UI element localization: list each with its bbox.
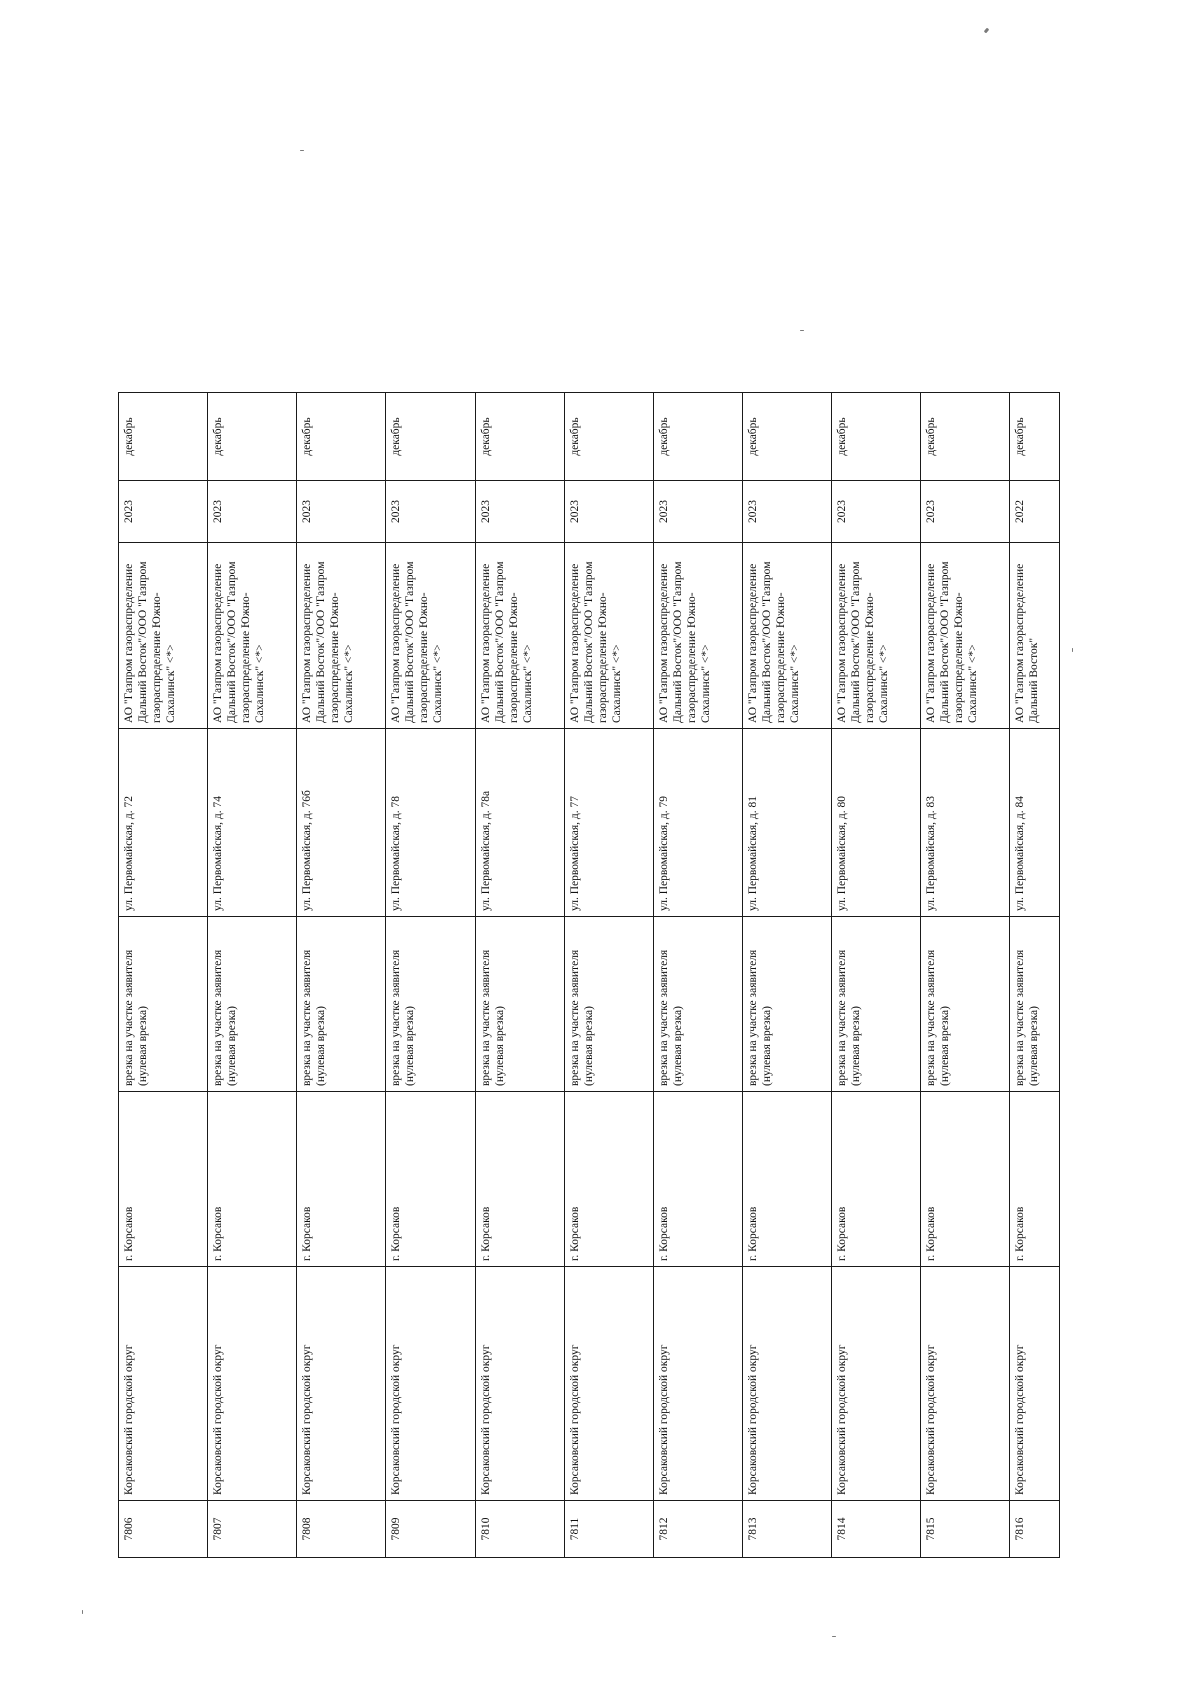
cell-year: 2023: [208, 481, 297, 543]
cell-year: 2023: [564, 481, 653, 543]
cell-connection-type: врезка на участке заявителя (нулевая врезка): [832, 917, 921, 1092]
table-row: [1010, 393, 1060, 1558]
cell-month: декабрь: [832, 393, 921, 481]
cell-address: ул. Первомайская, д. 74: [208, 729, 297, 917]
table-body: [119, 393, 1060, 1558]
cell-organization: АО "Газпром газораспределение Дальний Восток"/ООО "Газпром газораспределение Южно-Сахалинск" <*>: [921, 543, 1010, 729]
cell-locality: г. Корсаков: [386, 1092, 475, 1267]
cell-year: 2023: [386, 481, 475, 543]
cell-district: Корсаковский городской округ: [832, 1267, 921, 1501]
cell-district: Корсаковский городской округ: [475, 1267, 564, 1501]
cell-locality: г. Корсаков: [297, 1092, 386, 1267]
cell-organization: АО "Газпром газораспределение Дальний Восток": [1010, 543, 1060, 729]
cell-address: ул. Первомайская, д. 76б: [297, 729, 386, 917]
cell-district: Корсаковский городской округ: [921, 1267, 1010, 1501]
cell-number: 7806: [119, 1501, 208, 1558]
cell-address: ул. Первомайская, д. 78а: [475, 729, 564, 917]
table-row: [208, 393, 297, 1558]
table-row: [921, 393, 1010, 1558]
cell-month: декабрь: [208, 393, 297, 481]
scan-speck: [984, 28, 990, 34]
cell-connection-type: врезка на участке заявителя (нулевая врезка): [475, 917, 564, 1092]
table-row: [386, 393, 475, 1558]
cell-organization: АО "Газпром газораспределение Дальний Восток"/ООО "Газпром газораспределение Южно-Сахалинск" <*>: [564, 543, 653, 729]
cell-month: декабрь: [475, 393, 564, 481]
scan-speck: [82, 1610, 83, 1614]
cell-connection-type: врезка на участке заявителя (нулевая врезка): [386, 917, 475, 1092]
cell-locality: г. Корсаков: [564, 1092, 653, 1267]
cell-connection-type: врезка на участке заявителя (нулевая врезка): [1010, 917, 1060, 1092]
cell-address: ул. Первомайская, д. 78: [386, 729, 475, 917]
cell-district: Корсаковский городской округ: [119, 1267, 208, 1501]
table-row: [297, 393, 386, 1558]
cell-month: декабрь: [1010, 393, 1060, 481]
cell-year: 2023: [832, 481, 921, 543]
cell-organization: АО "Газпром газораспределение Дальний Восток"/ООО "Газпром газораспределение Южно-Сахалинск" <*>: [475, 543, 564, 729]
cell-address: ул. Первомайская, д. 84: [1010, 729, 1060, 917]
cell-organization: АО "Газпром газораспределение Дальний Восток"/ООО "Газпром газораспределение Южно-Сахалинск" <*>: [653, 543, 742, 729]
cell-locality: г. Корсаков: [119, 1092, 208, 1267]
cell-month: декабрь: [297, 393, 386, 481]
cell-number: 7807: [208, 1501, 297, 1558]
scan-speck: [800, 330, 804, 331]
cell-address: ул. Первомайская, д. 77: [564, 729, 653, 917]
cell-organization: АО "Газпром газораспределение Дальний Восток"/ООО "Газпром газораспределение Южно-Сахалинск" <*>: [208, 543, 297, 729]
cell-connection-type: врезка на участке заявителя (нулевая врезка): [742, 917, 831, 1092]
cell-district: Корсаковский городской округ: [208, 1267, 297, 1501]
cell-month: декабрь: [653, 393, 742, 481]
scan-speck: [1072, 648, 1073, 652]
cell-year: 2023: [742, 481, 831, 543]
cell-number: 7809: [386, 1501, 475, 1558]
cell-year: 2023: [297, 481, 386, 543]
cell-connection-type: врезка на участке заявителя (нулевая врезка): [208, 917, 297, 1092]
cell-month: декабрь: [564, 393, 653, 481]
cell-number: 7815: [921, 1501, 1010, 1558]
table-row: [119, 393, 208, 1558]
cell-year: 2023: [475, 481, 564, 543]
cell-district: Корсаковский городской округ: [386, 1267, 475, 1501]
cell-month: декабрь: [119, 393, 208, 481]
table-row: [564, 393, 653, 1558]
cell-month: декабрь: [742, 393, 831, 481]
cell-connection-type: врезка на участке заявителя (нулевая врезка): [297, 917, 386, 1092]
cell-connection-type: врезка на участке заявителя (нулевая врезка): [564, 917, 653, 1092]
cell-address: ул. Первомайская, д. 81: [742, 729, 831, 917]
cell-year: 2023: [119, 481, 208, 543]
cell-locality: г. Корсаков: [475, 1092, 564, 1267]
scan-speck: [300, 150, 304, 151]
cell-organization: АО "Газпром газораспределение Дальний Восток"/ООО "Газпром газораспределение Южно-Сахалинск" <*>: [386, 543, 475, 729]
cell-year: 2023: [653, 481, 742, 543]
cell-organization: АО "Газпром газораспределение Дальний Восток"/ООО "Газпром газораспределение Южно-Сахалинск" <*>: [742, 543, 831, 729]
cell-locality: г. Корсаков: [832, 1092, 921, 1267]
cell-connection-type: врезка на участке заявителя (нулевая врезка): [653, 917, 742, 1092]
registry-table: [118, 392, 1060, 1558]
cell-locality: г. Корсаков: [742, 1092, 831, 1267]
cell-month: декабрь: [386, 393, 475, 481]
cell-number: 7812: [653, 1501, 742, 1558]
cell-number: 7816: [1010, 1501, 1060, 1558]
cell-number: 7810: [475, 1501, 564, 1558]
cell-locality: г. Корсаков: [653, 1092, 742, 1267]
cell-district: Корсаковский городской округ: [1010, 1267, 1060, 1501]
scan-speck: [832, 1636, 836, 1637]
cell-connection-type: врезка на участке заявителя (нулевая врезка): [921, 917, 1010, 1092]
cell-district: Корсаковский городской округ: [742, 1267, 831, 1501]
cell-organization: АО "Газпром газораспределение Дальний Восток"/ООО "Газпром газораспределение Южно-Сахалинск" <*>: [832, 543, 921, 729]
table-row: [475, 393, 564, 1558]
cell-year: 2022: [1010, 481, 1060, 543]
cell-locality: г. Корсаков: [921, 1092, 1010, 1267]
cell-organization: АО "Газпром газораспределение Дальний Восток"/ООО "Газпром газораспределение Южно-Сахалинск" <*>: [119, 543, 208, 729]
cell-district: Корсаковский городской округ: [564, 1267, 653, 1501]
cell-address: ул. Первомайская, д. 80: [832, 729, 921, 917]
cell-number: 7811: [564, 1501, 653, 1558]
cell-address: ул. Первомайская, д. 83: [921, 729, 1010, 917]
table-row: [832, 393, 921, 1558]
table-row: [653, 393, 742, 1558]
cell-year: 2023: [921, 481, 1010, 543]
cell-month: декабрь: [921, 393, 1010, 481]
cell-address: ул. Первомайская, д. 79: [653, 729, 742, 917]
cell-address: ул. Первомайская, д. 72: [119, 729, 208, 917]
rotated-page-content: [118, 393, 1060, 1558]
table-row: [742, 393, 831, 1558]
cell-number: 7808: [297, 1501, 386, 1558]
cell-district: Корсаковский городской округ: [653, 1267, 742, 1501]
cell-number: 7814: [832, 1501, 921, 1558]
cell-district: Корсаковский городской округ: [297, 1267, 386, 1501]
cell-locality: г. Корсаков: [1010, 1092, 1060, 1267]
cell-locality: г. Корсаков: [208, 1092, 297, 1267]
cell-number: 7813: [742, 1501, 831, 1558]
cell-connection-type: врезка на участке заявителя (нулевая врезка): [119, 917, 208, 1092]
cell-organization: АО "Газпром газораспределение Дальний Восток"/ООО "Газпром газораспределение Южно-Сахалинск" <*>: [297, 543, 386, 729]
